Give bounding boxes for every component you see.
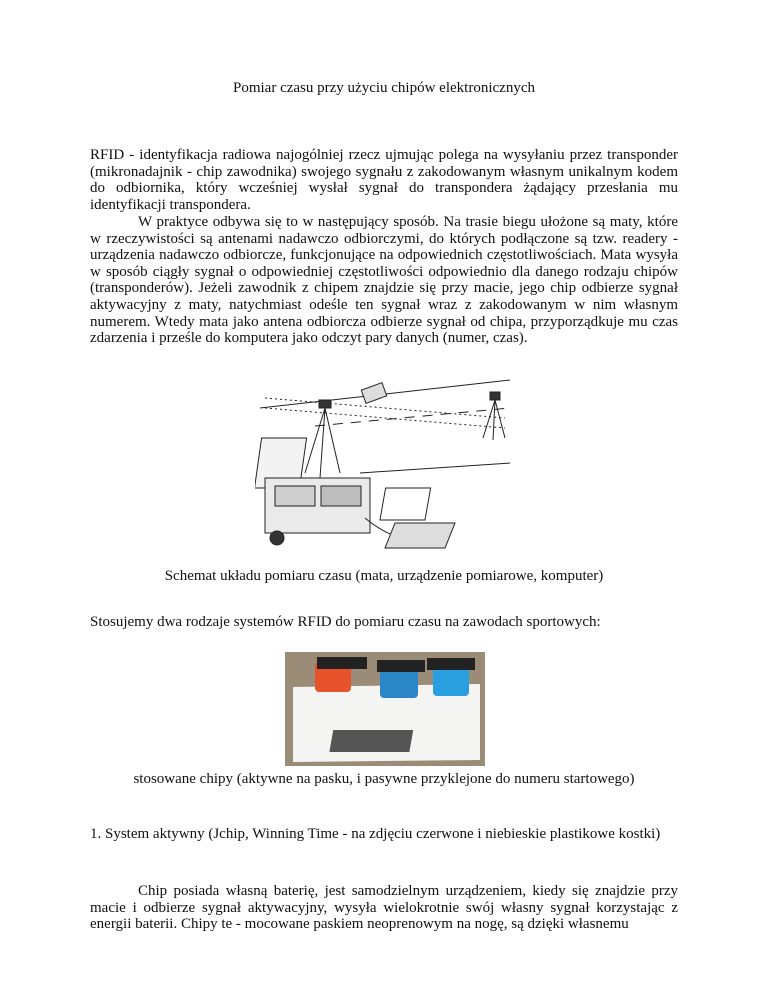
laptop-base (385, 523, 455, 548)
figure-caption-chips: stosowane chipy (aktywne na pasku, i pasywne przyklejone do numeru startowego) (133, 771, 635, 787)
antenna-panel (361, 383, 386, 404)
paragraph-active-chip: Chip posiada własną baterię, jest samodzielnym urządzeniem, kiedy się znajdzie przy macie i odbierze sygnał aktywacyjny, wysyła wielokrotnie swój własny sygnał korzystając z energii baterii. Chipy te - mocowane paskiem neoprenowym na nogę, są dzięki własnemu (90, 883, 678, 933)
paragraph-two-types: Stosujemy dwa rodzaje systemów RFID do pomiaru czasu na zawodach sportowych: (90, 614, 601, 630)
laptop-screen (380, 488, 431, 520)
passive-tag (329, 730, 413, 752)
timing-system-diagram (255, 378, 515, 558)
section-heading-active: 1. System aktywny (Jchip, Winning Time - na zdjęciu czerwone i niebieskie plastikowe kostki) (90, 826, 661, 842)
paragraph-practice: W praktyce odbywa się to w następujący sposób. Na trasie biegu ułożone są maty, które w rzeczywistości są antenami nadawczo odbiorczymi, do których podłączone są tzw. readery - urządzenia nadawczo odbiorcze, funkcjonujące na odpowiednich częstotliwościach. Mata wysyła w sposób ciągły sygnał o odpowiedniej częstotliwości odpowiednio dla danego rodzaju chipów (transponderów). Jeżeli zawodnik z chipem znajdzie się przy macie, jego chip odbierze sygnał aktywacyjny z maty, natychmiast odeśle ten sygnał wraz z zakodowanym w nim własnym numerem. Wtedy mata jako antena odbiorcza odbierze sygnał od chipa, przyporządkuje mu czas zdarzenia i prześle do komputera jako odczyt pary danych (numer, czas). (90, 214, 678, 347)
antenna-tripod-right (483, 400, 505, 440)
road-center-line (315, 408, 510, 426)
chips-photo (285, 652, 485, 766)
road-edge-near (360, 463, 510, 473)
figure-caption-diagram: Schemat układu pomiaru czasu (mata, urządzenie pomiarowe, komputer) (164, 568, 604, 584)
antenna-tripod (305, 408, 340, 478)
timing-mat-line (265, 398, 505, 418)
document-title: Pomiar czasu przy użyciu chipów elektronicznych (233, 80, 535, 96)
paragraph-rfid-definition: RFID - identyfikacja radiowa najogólniej rzecz ujmując polega na wysyłaniu przez transponder (mikronadajnik - chip zawodnika) swojego sygnału z zakodowanym własnym unikalnym kodem do odbiornika, który wcześniej wysłał sygnał do transpondera żądający przesłania mu identyfikacji transpondera. (90, 147, 678, 213)
